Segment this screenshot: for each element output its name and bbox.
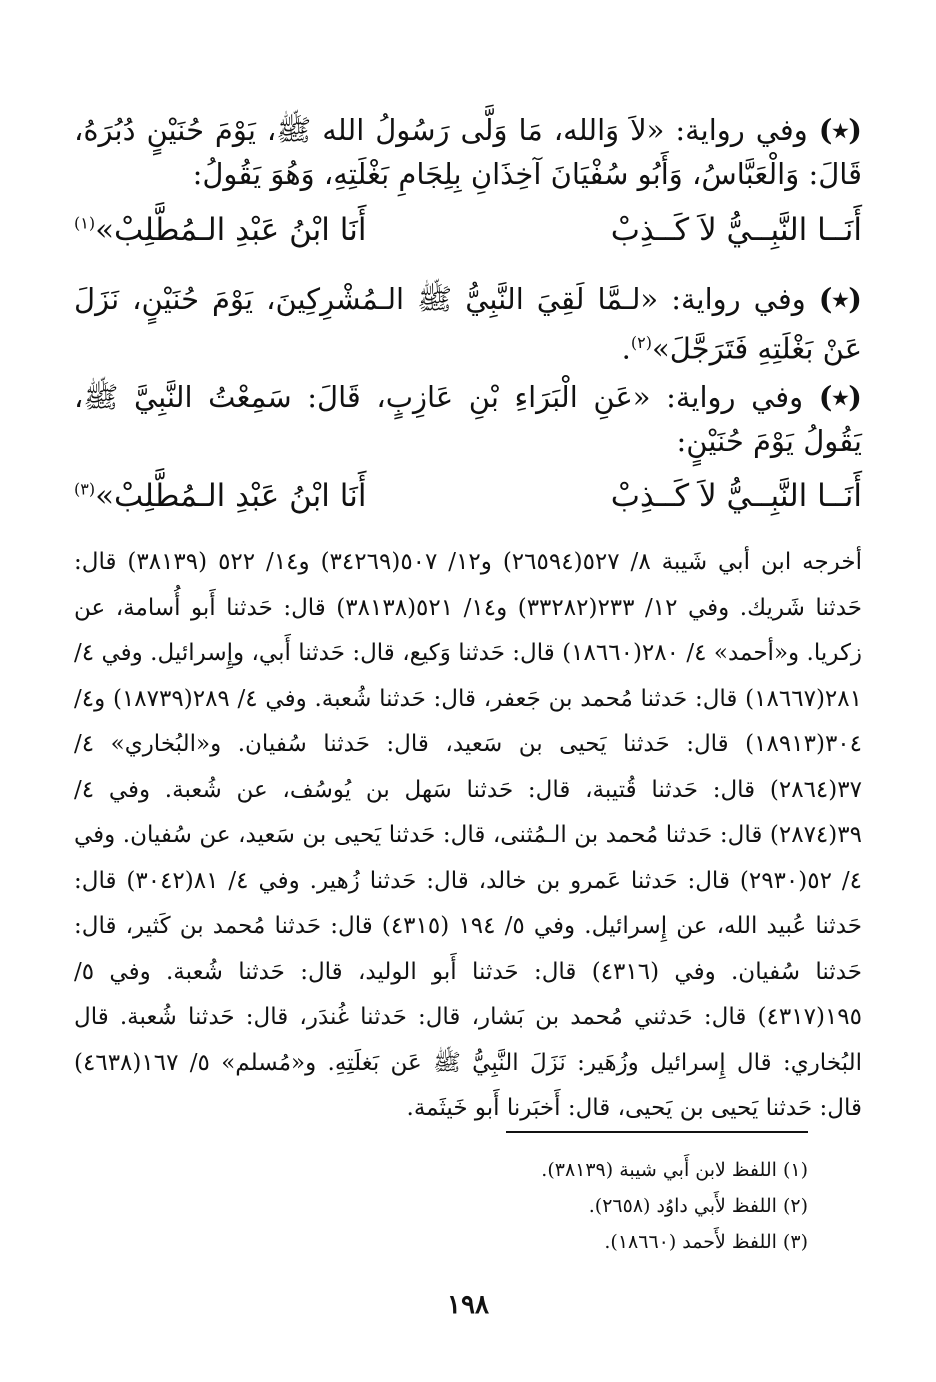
narration-2: [74, 277, 862, 371]
footnote-2: (٢) اللفظ لأَبي داوُد (٢٦٥٨).: [588, 1195, 808, 1217]
footnote-separator: [506, 1131, 808, 1133]
narration-1-body: وفي رواية: «لاَ وَالله، مَا وَلَّى رَسُولُ الله ﷺ، يَوْمَ حُنَيْنٍ دُبُرَهُ، قَالَ: وَالْعَبَّاسُ، وَأَبُو سُفْيَانَ آخِذَانِ بِلِجَامِ بَغْلَتِهِ، وَهُوَ يَقُولُ:: [74, 113, 862, 191]
asterisk-marker: (٭): [818, 282, 862, 316]
verse-1-second-hemistich: [74, 212, 366, 248]
footnotes: [200, 1152, 808, 1260]
narration-3-text: [74, 375, 862, 463]
narration-3-body: وفي رواية: «عَنِ الْبَرَاءِ بْنِ عَازِبٍ، قَالَ: سَمِعْتُ النَّبِيَّ ﷺ، يَقُولُ يَوْمَ حُنَيْنٍ:: [74, 380, 862, 458]
verse-2-second-text: أَنَا ابْنُ عَبْدِ الـمُطَّلِبْ»: [95, 478, 367, 514]
verse-1: [74, 212, 862, 260]
footnote-1: (١) اللفظ لابن أَبي شيبة (٣٨١٣٩).: [541, 1159, 808, 1181]
verse-1-second-text: أَنَا ابْنُ عَبْدِ الـمُطَّلِبْ»: [95, 212, 367, 248]
page-number: ١٩٨: [447, 1290, 489, 1320]
narration-1-text: [74, 108, 862, 196]
asterisk-marker: (٭): [818, 380, 863, 414]
asterisk-marker: (٭): [818, 113, 862, 147]
footnote-3: (٣) اللفظ لأَحمد (١٨٦٦٠).: [604, 1231, 808, 1253]
narration-2-text: [74, 277, 862, 371]
takhrij-paragraph: أخرجه ابن أبي شَيبة ٨/ ٥٢٧(٢٦٥٩٤) و١٢/ ٥٠٧(٣٤٢٦٩) و١٤/ ٥٢٢ (٣٨١٣٩) قال: حَدثنا شَريك. وفي ١٢/ ٢٣٣(٣٣٢٨٢) و١٤/ ٥٢١(٣٨١٣٨) قال: حَدثنا أَبو أُسامة، عن زكريا. و«أحمد» ٤/ ٢٨٠(١٨٦٦٠) قال: حَدثنا وَكيع، قال: حَدثنا أَبي، وإِسرائيل. وفي ٤/ ٢٨١(١٨٦٦٧) قال: حَدثنا مُحمد بن جَعفر، قال: حَدثنا شُعبة. وفي ٤/ ٢٨٩(١٨٧٣٩) و٤/ ٣٠٤(١٨٩١٣) قال: حَدثنا يَحيى بن سَعيد، قال: حَدثنا سُفيان. و«البُخاري» ٤/ ٣٧(٢٨٦٤) قال: حَدثنا قُتيبة، قال: حَدثنا سَهل بن يُوسُف، عن شُعبة. وفي ٤/ ٣٩(٢٨٧٤) قال: حَدثنا مُحمد بن الـمُثنى، قال: حَدثنا يَحيى بن سَعيد، عن سُفيان. وفي ٤/ ٥٢(٢٩٣٠) قال: حَدثنا عَمرو بن خالد، قال: حَدثنا زُهير. وفي ٤/ ٨١(٣٠٤٢) قال: حَدثنا عُبيد الله، عن إِسرائيل. وفي ٥/ ١٩٤ (٤٣١٥) قال: حَدثنا مُحمد بن كَثير، قال: حَدثنا سُفيان. وفي (٤٣١٦) قال: حَدثنا أَبو الوليد، قال: حَدثنا شُعبة. وفي ٥/ ١٩٥(٤٣١٧) قال: حَدثني مُحمد بن بَشار، قال: حَدثنا غُندَر، قال: حَدثنا شُعبة. قال البُخاري: قال إِسرائيل وزُهَير: نَزَلَ النَّبِيُّ ﷺ عَن بَغلَتِهِ. و«مُسلم» ٥/ ١٦٧(٤٦٣٨) قال: حَدثنا يَحيى بن يَحيى، قال: أَخبَرنا أَبو خَيثَمة.: [74, 549, 863, 1121]
footnote-ref-1: (١): [74, 213, 96, 233]
verse-2-second-hemistich: [74, 478, 366, 514]
footnote-ref-2: (٢): [630, 333, 652, 352]
verse-2-first-hemistich: أَنَــا النَّبِــيُّ لاَ كَــذِبْ: [610, 478, 862, 514]
narration-2-end: .: [621, 331, 631, 366]
narration-2-body: وفي رواية: «لـمَّا لَقِيَ النَّبِيُّ ﷺ الـمُشْرِكِينَ، يَوْمَ حُنَيْنٍ، نَزَلَ عَنْ بَغْلَتِهِ فَتَرَجَّلَ»: [74, 282, 862, 366]
narration-1: [74, 108, 862, 196]
narration-3: [74, 375, 862, 463]
verse-2: [74, 478, 862, 526]
verse-1-first-hemistich: أَنَــا النَّبِــيُّ لاَ كَــذِبْ: [610, 212, 862, 248]
footnote-ref-3: (٣): [74, 479, 96, 499]
